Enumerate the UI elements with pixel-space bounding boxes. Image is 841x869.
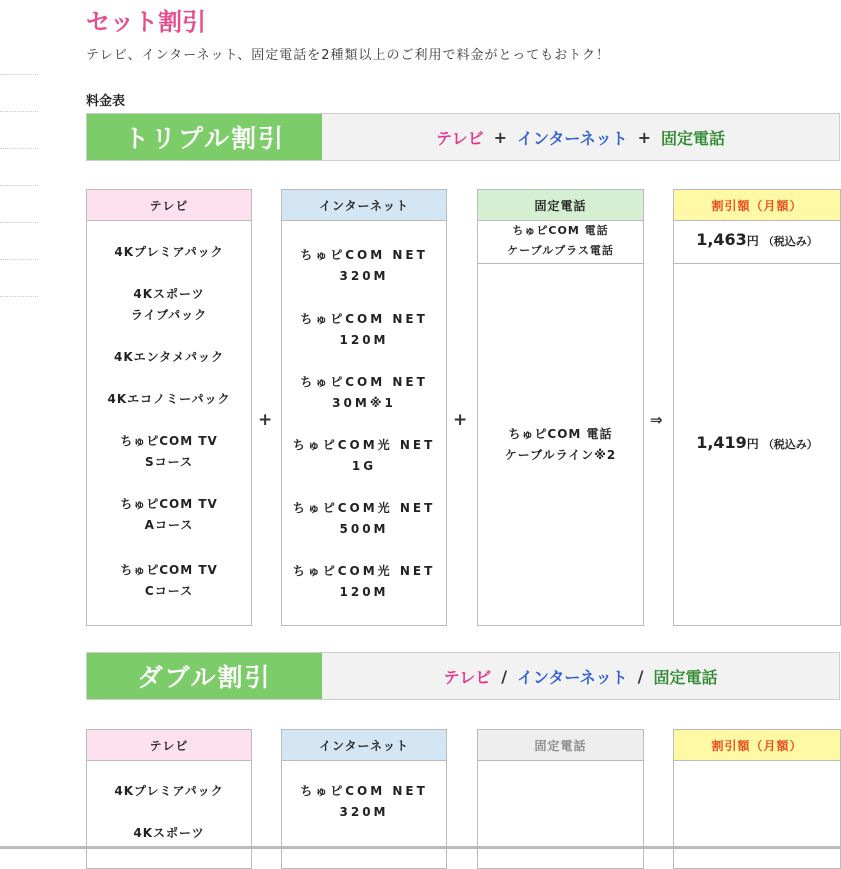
combo-tv: テレビ — [435, 128, 484, 148]
combo-internet: インターネット — [517, 128, 628, 148]
triple-discount-title: トリプル割引 — [87, 114, 322, 160]
sidebar-divider — [0, 148, 38, 149]
sidebar-divider — [0, 259, 38, 260]
tv-plan-item: ちゅピCOM TV Sコース — [120, 434, 218, 469]
arrow-sign: ⇒ — [650, 411, 663, 429]
triple-tv-column — [86, 189, 252, 626]
triple-phone-column — [477, 189, 644, 626]
row-divider — [478, 263, 643, 264]
sidebar-divider — [0, 185, 38, 186]
triple-discount-banner — [86, 113, 840, 161]
sidebar-divider — [0, 74, 38, 75]
triple-discount-combo — [322, 114, 839, 160]
discount-value: 1,463 — [696, 230, 747, 249]
combo-phone: 固定電話 — [653, 667, 718, 687]
triple-internet-column — [281, 189, 447, 626]
tv-column-header: テレビ — [87, 190, 251, 221]
tv-plan-item: ちゅピCOM TV Cコース — [120, 563, 218, 598]
tv-plan-item: 4Kエコノミーパック — [107, 392, 231, 406]
discount-tax-note: （税込み） — [762, 235, 818, 248]
plus-sign: + — [453, 410, 468, 430]
combo-internet: インターネット — [517, 667, 628, 687]
double-discount-title: ダブル割引 — [87, 653, 322, 699]
internet-plan-item: ちゅピCOM光 NET 120M — [292, 564, 436, 599]
tv-plan-item: 4Kエンタメパック — [113, 350, 225, 364]
tv-plan-item: ちゅピCOM TV Aコース — [120, 497, 218, 532]
discount-amount — [674, 230, 840, 249]
discount-amount — [674, 433, 840, 452]
internet-plan-item: ちゅピCOM NET 320M — [300, 248, 428, 283]
discount-tax-note: （税込み） — [762, 438, 818, 451]
phone-column-header: 固定電話 — [478, 190, 643, 221]
discount-value: 1,419 — [696, 433, 747, 452]
internet-plan-item: ちゅピCOM NET 320M — [300, 784, 428, 819]
triple-discount-column — [673, 189, 841, 626]
discount-unit: 円 — [746, 234, 759, 248]
internet-plan-item: ちゅピCOM光 NET 1G — [292, 438, 436, 473]
plus-sign: + — [258, 410, 273, 430]
combo-phone: 固定電話 — [661, 128, 726, 148]
row-divider — [674, 263, 840, 264]
combo-tv: テレビ — [443, 667, 492, 687]
internet-column-header: インターネット — [282, 190, 446, 221]
combo-operator: / — [637, 666, 644, 686]
phone-plan-item: ちゅピCOM 電話 ケーブルプラス電話 — [507, 224, 614, 257]
sidebar-divider — [0, 111, 38, 112]
tv-plan-item: 4Kプレミアパック — [114, 245, 224, 259]
phone-column-header: 固定電話 — [478, 730, 643, 761]
price-table-heading: 料金表 — [86, 94, 126, 109]
combo-operator: + — [493, 127, 508, 147]
double-discount-combo — [322, 653, 839, 699]
internet-plan-item: ちゅピCOM NET 120M — [300, 312, 428, 347]
sidebar-divider — [0, 222, 38, 223]
discount-column-header: 割引額（月額） — [674, 730, 840, 761]
tv-plan-item: 4Kスポーツ — [133, 826, 205, 840]
internet-column-header: インターネット — [282, 730, 446, 761]
tv-plan-item: 4Kスポーツ ライブパック — [130, 287, 208, 322]
discount-column-header: 割引額（月額） — [674, 190, 840, 221]
sidebar-divider — [0, 296, 38, 297]
internet-plan-item: ちゅピCOM光 NET 500M — [292, 501, 436, 536]
combo-operator: + — [637, 127, 652, 147]
page-lead: テレビ、インターネット、固定電話を2種類以上のご利用で料金がとってもおトク！ — [86, 48, 611, 63]
internet-plan-item: ちゅピCOM NET 30M※1 — [300, 375, 428, 410]
page-title: セット割引 — [86, 8, 206, 36]
tv-column-header: テレビ — [87, 730, 251, 761]
combo-operator: / — [501, 666, 508, 686]
discount-unit: 円 — [746, 437, 759, 451]
double-discount-banner — [86, 652, 840, 700]
phone-plan-item: ちゅピCOM 電話 ケーブルライン※2 — [504, 427, 617, 462]
tv-plan-item: 4Kプレミアパック — [114, 784, 224, 798]
